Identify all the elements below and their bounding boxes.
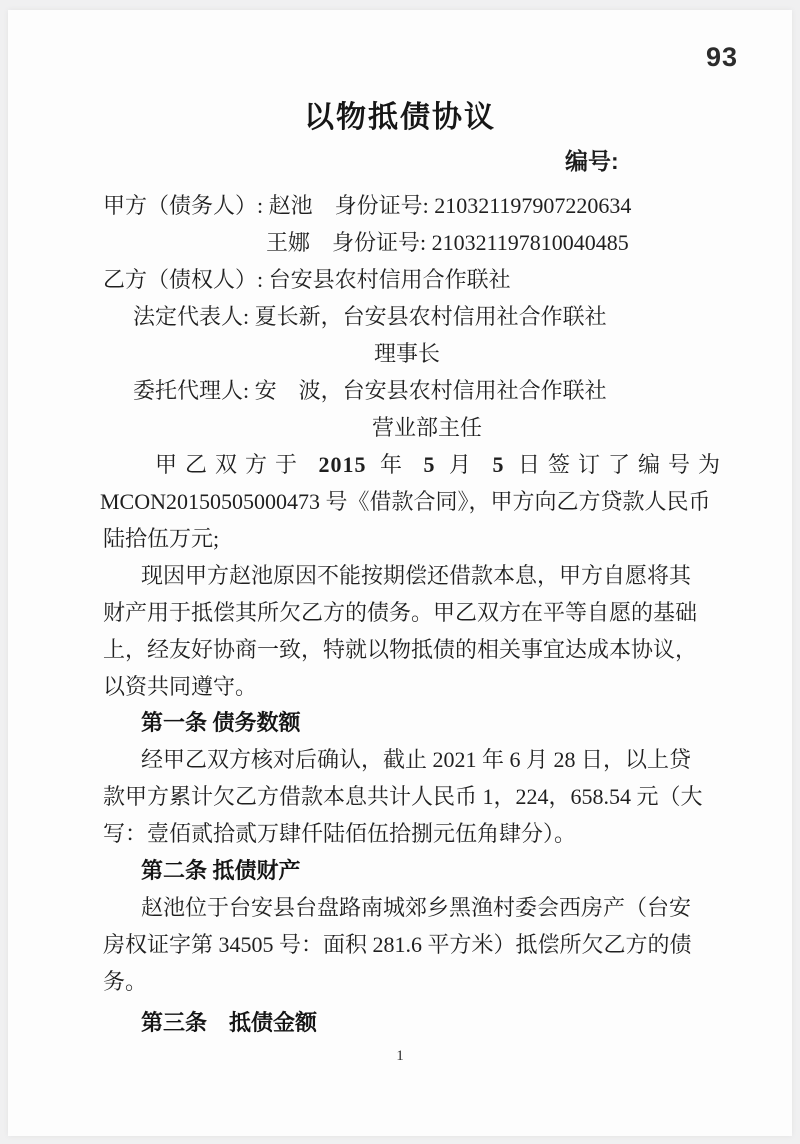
article-2-line-2: 房权证字第 34505 号：面积 281.6 平方米）抵偿所欠乙方的债 (103, 932, 692, 957)
article-1-line-1: 经甲乙双方核对后确认，截止 2021 年 6 月 28 日，以上贷 (141, 747, 692, 772)
document-title: 以物抵债协议 (304, 101, 496, 134)
article-1-heading: 第一条 债务数额 (141, 710, 301, 735)
sign-line-text-3: 月 (435, 452, 493, 477)
reason-paragraph-line-1: 现因甲方赵池原因不能按期偿还借款本息，甲方自愿将其 (141, 563, 692, 588)
reason-paragraph-line-4: 以资共同遵守。 (103, 674, 258, 699)
party-b-line: 乙方（债权人）: 台安县农村信用合作联社 (103, 267, 511, 292)
sign-month: 5 (423, 452, 436, 477)
doc-number-label: 编号: (565, 148, 619, 174)
legal-representative-line: 法定代表人: 夏长新，台安县农村信用社合作联社 (133, 304, 607, 329)
reason-paragraph-line-3: 上，经友好协商一致，特就以物抵债的相关事宜达成本协议， (103, 637, 698, 662)
sign-line-text-4: 日签订了编号为 (504, 452, 729, 477)
article-2-line-3: 务。 (103, 969, 148, 994)
article-1-line-2: 款甲方累计欠乙方借款本息共计人民币 1，224，658.54 元（大 (103, 784, 703, 809)
entrusted-agent-line: 委托代理人: 安 波，台安县农村信用社合作联社 (133, 378, 607, 403)
document-sheet (8, 10, 792, 1136)
sign-year: 2015 (318, 452, 367, 477)
sign-line-text-1: 甲乙双方于 (155, 452, 319, 477)
legal-representative-title: 理事长 (374, 341, 441, 366)
article-2-line-1: 赵池位于台安县台盘路南城郊乡黑渔村委会西房产（台安 (141, 895, 692, 920)
corner-page-stamp: 93 (706, 42, 739, 72)
reason-paragraph-line-2: 财产用于抵偿其所欠乙方的债务。甲乙双方在平等自愿的基础 (103, 600, 698, 625)
footer-page-number: 1 (396, 1048, 404, 1064)
loan-contract-number-line: MCON20150505000473 号《借款合同》，甲方向乙方贷款人民币 (100, 489, 711, 514)
party-a-second-person-line: 王娜 身份证号: 210321197810040485 (266, 230, 629, 255)
party-a-line: 甲方（债务人）: 赵池 身份证号: 210321197907220634 (103, 193, 632, 218)
agent-title: 营业部主任 (372, 415, 483, 440)
preamble-sign-date-line (155, 451, 728, 479)
article-1-line-3: 写：壹佰贰拾贰万肆仟陆佰伍拾捌元伍角肆分）。 (103, 821, 577, 846)
sign-line-text-2: 年 (366, 452, 424, 477)
loan-amount-line: 陆拾伍万元; (103, 526, 220, 551)
sign-day: 5 (492, 452, 505, 477)
article-3-heading: 第三条 抵债金额 (141, 1010, 318, 1035)
article-2-heading: 第二条 抵债财产 (141, 858, 301, 883)
